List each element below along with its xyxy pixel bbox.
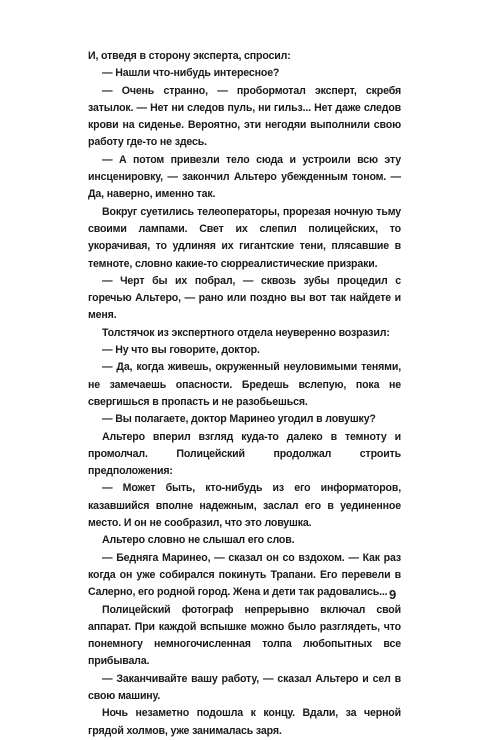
paragraph: — Нашли что-нибудь интересное?: [102, 67, 280, 80]
paragraph: Альтеро вперил взгляд куда-то далеко в темноту и промолчал. Полицейский продолжал строить предположения:: [88, 430, 401, 478]
paragraph: — Бедняга Маринео, — сказал он со вздохом. — Как раз когда он уже собирался покинуть Трапани. Его перевели в Салерно, его родной город. Жена и дети так радовались...: [88, 551, 401, 599]
paragraph: И, отведя в сторону эксперта, спросил:: [88, 50, 291, 62]
paragraph: Полицейский фотограф непрерывно включал свой аппарат. При каждой вспышке можно было разглядеть, что понемногу немногочисленная толпа любопытных все прибывала.: [88, 603, 401, 668]
paragraph: — Да, когда живешь, окруженный неуловимыми тенями, не замечаешь опасности. Бредешь вслепую, пока не свергишься в пропасть и не разобьешься.: [88, 361, 401, 408]
paragraph: — Заканчивайте вашу работу, — сказал Альтеро и сел в свою машину.: [88, 672, 401, 702]
paragraph: Вокруг суетились телеоператоры, прорезая ночную тьму своими лампами. Свет их слепил полицейских, то укорачивая, то удлиняя их гигантские тени, плясавшие в темноте, словно какие-то сюрреалистические призраки.: [88, 205, 401, 270]
body-text: [88, 48, 401, 740]
paragraph: — Очень странно, — пробормотал эксперт, скребя затылок. — Нет ни следов пуль, ни гильз... Нет даже следов крови на сиденье. Вероятно, эти негодяи выполнили свою работу где-то не здесь.: [88, 84, 401, 149]
paragraph: — А потом привезли тело сюда и устроили всю эту инсценировку, — закончил Альтеро убежденным тоном. — Да, наверно, именно так.: [88, 153, 401, 201]
paragraph: — Ну что вы говорите, доктор.: [102, 344, 260, 357]
paragraph: — Черт бы их побрал, — сквозь зубы процедил с горечью Альтеро, — рано или поздно вы вот так найдете и меня.: [88, 274, 401, 322]
page-number: 9: [389, 587, 397, 602]
paragraph: Ночь незаметно подошла к концу. Вдали, за черной грядой холмов, уже занималась заря.: [88, 707, 401, 737]
paragraph: — Может быть, кто-нибудь из его информаторов, казавшийся вполне надежным, заслал его в уединенное место. И он не сообразил, что это ловушка.: [88, 482, 401, 530]
paragraph: Альтеро словно не слышал его слов.: [102, 534, 295, 547]
paragraph: Толстячок из экспертного отдела неуверенно возразил:: [102, 326, 390, 339]
paragraph: — Вы полагаете, доктор Маринео угодил в ловушку?: [102, 413, 376, 426]
